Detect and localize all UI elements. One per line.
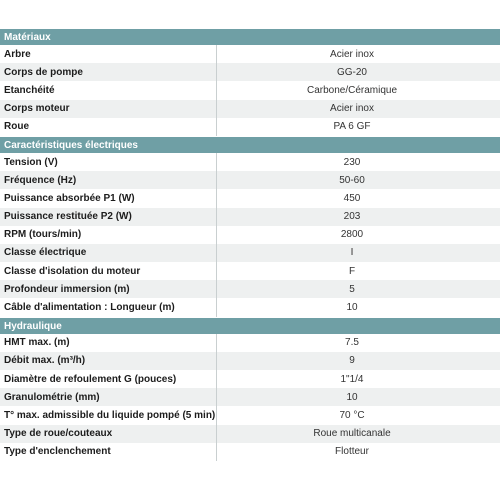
spec-label: Puissance restituée P2 (W) bbox=[4, 211, 132, 223]
spec-row bbox=[0, 388, 500, 406]
spec-row bbox=[0, 262, 500, 280]
spec-value: 5 bbox=[216, 280, 487, 298]
spec-label: Granulométrie (mm) bbox=[4, 391, 100, 403]
spec-row bbox=[0, 118, 500, 136]
spec-label: Fréquence (Hz) bbox=[4, 174, 77, 186]
spec-sheet bbox=[0, 28, 500, 461]
spec-label: Corps moteur bbox=[4, 103, 70, 115]
spec-value: 7.5 bbox=[216, 334, 487, 352]
spec-label: T° max. admissible du liquide pompé (5 min) bbox=[4, 409, 216, 421]
spec-label: Type de roue/couteaux bbox=[4, 428, 113, 440]
spec-value: I bbox=[216, 244, 487, 262]
spec-value: Carbone/Céramique bbox=[216, 81, 487, 99]
spec-label: HMT max. (m) bbox=[4, 337, 70, 349]
spec-value: 2800 bbox=[216, 226, 487, 244]
spec-value: Flotteur bbox=[216, 443, 487, 461]
section-header: Matériaux bbox=[0, 28, 500, 45]
spec-value: PA 6 GF bbox=[216, 118, 487, 136]
spec-row bbox=[0, 244, 500, 262]
spec-row bbox=[0, 298, 500, 316]
spec-label: Roue bbox=[4, 121, 29, 133]
spec-value: F bbox=[216, 262, 487, 280]
spec-value: Acier inox bbox=[216, 45, 487, 63]
spec-label: Diamètre de refoulement G (pouces) bbox=[4, 373, 177, 385]
spec-label: Arbre bbox=[4, 48, 31, 60]
spec-label: Classe d'isolation du moteur bbox=[4, 265, 141, 277]
spec-value: 230 bbox=[216, 153, 487, 171]
spec-row bbox=[0, 352, 500, 370]
spec-row bbox=[0, 100, 500, 118]
spec-label: Corps de pompe bbox=[4, 66, 83, 78]
section-header: Caractéristiques électriques bbox=[0, 136, 500, 153]
spec-value: Roue multicanale bbox=[216, 425, 487, 443]
spec-label: Débit max. (m³/h) bbox=[4, 355, 86, 367]
spec-row bbox=[0, 226, 500, 244]
spec-label: Tension (V) bbox=[4, 156, 58, 168]
spec-label: Etanchéité bbox=[4, 84, 55, 96]
spec-value: 450 bbox=[216, 189, 487, 207]
spec-row bbox=[0, 334, 500, 352]
spec-row bbox=[0, 208, 500, 226]
spec-row bbox=[0, 406, 500, 424]
spec-value: Acier inox bbox=[216, 100, 487, 118]
section-header: Hydraulique bbox=[0, 317, 500, 334]
spec-value: 70 °C bbox=[216, 406, 487, 424]
spec-label: RPM (tours/min) bbox=[4, 229, 82, 241]
spec-value: 1"1/4 bbox=[216, 370, 487, 388]
spec-value: 9 bbox=[216, 352, 487, 370]
spec-value: 50-60 bbox=[216, 171, 487, 189]
spec-label: Puissance absorbée P1 (W) bbox=[4, 192, 135, 204]
spec-value: 203 bbox=[216, 208, 487, 226]
spec-value: 10 bbox=[216, 388, 487, 406]
spec-row bbox=[0, 443, 500, 461]
spec-label: Classe électrique bbox=[4, 247, 87, 259]
spec-label: Câble d'alimentation : Longueur (m) bbox=[4, 302, 175, 314]
spec-row bbox=[0, 81, 500, 99]
spec-row bbox=[0, 370, 500, 388]
spec-row bbox=[0, 45, 500, 63]
spec-row bbox=[0, 189, 500, 207]
spec-value: GG-20 bbox=[216, 63, 487, 81]
spec-row bbox=[0, 171, 500, 189]
spec-row bbox=[0, 280, 500, 298]
spec-row bbox=[0, 425, 500, 443]
spec-row bbox=[0, 63, 500, 81]
spec-label: Type d'enclenchement bbox=[4, 446, 111, 458]
spec-value: 10 bbox=[216, 298, 487, 316]
spec-label: Profondeur immersion (m) bbox=[4, 283, 130, 295]
spec-row bbox=[0, 153, 500, 171]
